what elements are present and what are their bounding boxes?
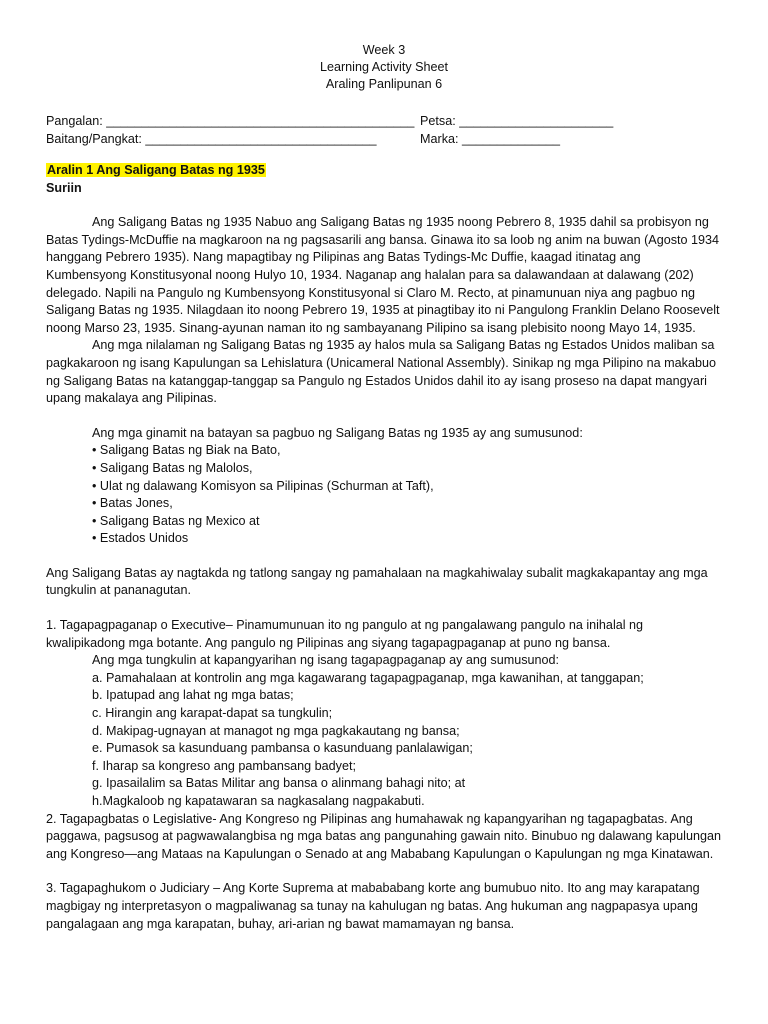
legislative-branch: 2. Tagapagbatas o Legislative- Ang Kongreso ng Pilipinas ang humahawak ng kapangyarihan ng tagapagbatas. Ang paggawa, pagsusog at pagwawalangbisa ng mga batas ang pangunahing gawain nito. Binubuo ng dalawang kapulungan ang Kongreso—ang Mataas na Kapulungan o Senado at ang Mababang Kapulungan o Kapulungan ng mga Kinatawan. [46, 811, 721, 861]
paragraph-contents: Ang mga nilalaman ng Saligang Batas ng 1935 ay halos mula sa Saligang Batas ng Estados Unidos maliban sa pagkakaroon ng isang Kapulungan sa Lehislatura (Unicameral National Assembly). Sinikap ng mga Pilipino na makabuo ng Saligang Batas na katanggap-tanggap sa Pangulo ng Estados Unidos dahil ito ay isang proseso na dapat mangyari upang makalaya ang Pilipinas. [46, 338, 716, 406]
list-item: • Batas Jones, [92, 495, 722, 513]
grade-section-field[interactable]: Baitang/Pangkat: _________________________________ [46, 132, 377, 146]
subject-title: Araling Panlipunan 6 [325, 77, 443, 91]
list-item: c. Hirangin ang karapat-dapat sa tungkulin; [92, 706, 333, 721]
judiciary-branch: 3. Tagapaghukom o Judiciary – Ang Korte Suprema at mabababang korte ang bumubuo nito. Ito ang may karapatang magbigay ng interpretasyon o magpaliwanag sa tunay na kahulugan ng batas. Ang hukuman ang nagpapasya upang pangalagaan ang mga karapatan, buhay, ari-arian ng bawat mamamayan ng bansa. [46, 881, 700, 931]
paragraph-branches: Ang Saligang Batas ay nagtakda ng tatlong sangay ng pamahalaan na magkahiwalay subalit magkakapantay ang mga tungkulin at pananagutan. [46, 565, 708, 598]
lesson-heading [46, 162, 722, 197]
list-item: a. Pamahalaan at kontrolin ang mga kagawarang tagapagpaganap, mga kawanihan, at tanggapan; [92, 670, 644, 685]
date-field[interactable]: Petsa: ______________________ [420, 114, 614, 128]
section-label: Suriin [46, 180, 82, 195]
paragraph-history: Ang Saligang Batas ng 1935 Nabuo ang Saligang Batas ng 1935 noong Pebrero 8, 1935 dahil sa probisyon ng Batas Tydings-McDuffie na magkaroon na ng pagsasarili ang bansa. Ginawa ito sa loob ng anim na buwan (Agosto 1934 hanggang Pebrero 1935). Nang mapagtibay ng Pilipinas ang Batas Tydings-Mc Duffie, kaagad itinatag ang Kumbensyong Konstitusyonal noong Hulyo 10, 1934. Naganap ang halalan para sa dalawandaan at dalawang (202) delegado. Napili na Pangulo ng Kumbensyong Konstitusyonal si Claro M. Recto, at pinamunuan niya ang pagbuo ng Saligang Batas ng 1935. Nilagdaan ito noong Pebrero 19, 1935 at pinagtibay ito ni Pangulong Franklin Delano Roosevelt noong Marso 23, 1935. Sinang-ayunan naman ito ng sambayanang Pilipino sa isang plebisito noong Mayo 14, 1935. [46, 215, 720, 335]
lesson-title: Aralin 1 Ang Saligang Batas ng 1935 [47, 163, 265, 177]
document-header [46, 42, 722, 93]
list-item: h.Magkaloob ng kapatawaran sa nagkasalang nagpakabuti. [92, 794, 425, 808]
list-item: • Saligang Batas ng Mexico at [92, 513, 722, 531]
list-item: • Ulat ng dalawang Komisyon sa Pilipinas (Schurman at Taft), [92, 478, 722, 496]
name-field[interactable]: Pangalan: ____________________________________________ [46, 114, 415, 128]
executive-duties-intro: Ang mga tungkulin at kapangyarihan ng isang tagapagpaganap ay ang sumusunod: [92, 653, 560, 668]
list-item: • Estados Unidos [92, 530, 722, 548]
executive-branch: 1. Tagapagpaganap o Executive– Pinamumunuan ito ng pangulo at ng pangalawang pangulo na inihalal ng kwalipikadong mga botante. Ang pangulo ng Pilipinas ang siyang tagapagpaganap at puno ng bansa. [46, 618, 644, 650]
list-item: g. Ipasailalim sa Batas Militar ang bansa o alinmang bahagi nito; at [92, 776, 466, 791]
executive-duties-list [46, 652, 722, 810]
list-item: • Saligang Batas ng Biak na Bato, [92, 442, 722, 460]
score-field[interactable]: Marka: ______________ [420, 132, 561, 146]
basis-list [46, 425, 722, 548]
student-info-fields [46, 113, 722, 149]
week-label: Week 3 [362, 43, 406, 57]
list-item: b. Ipatupad ang lahat ng mga batas; [92, 688, 294, 703]
basis-intro: Ang mga ginamit na batayan sa pagbuo ng Saligang Batas ng 1935 ay ang sumusunod: [92, 425, 583, 440]
list-item: • Saligang Batas ng Malolos, [92, 460, 722, 478]
list-item: e. Pumasok sa kasunduang pambansa o kasunduang panlalawigan; [92, 741, 473, 756]
sheet-title: Learning Activity Sheet [319, 60, 449, 74]
list-item: f. Iharap sa kongreso ang pambansang badyet; [92, 758, 356, 773]
list-item: d. Makipag-ugnayan at managot ng mga pagkakautang ng bansa; [92, 723, 460, 738]
